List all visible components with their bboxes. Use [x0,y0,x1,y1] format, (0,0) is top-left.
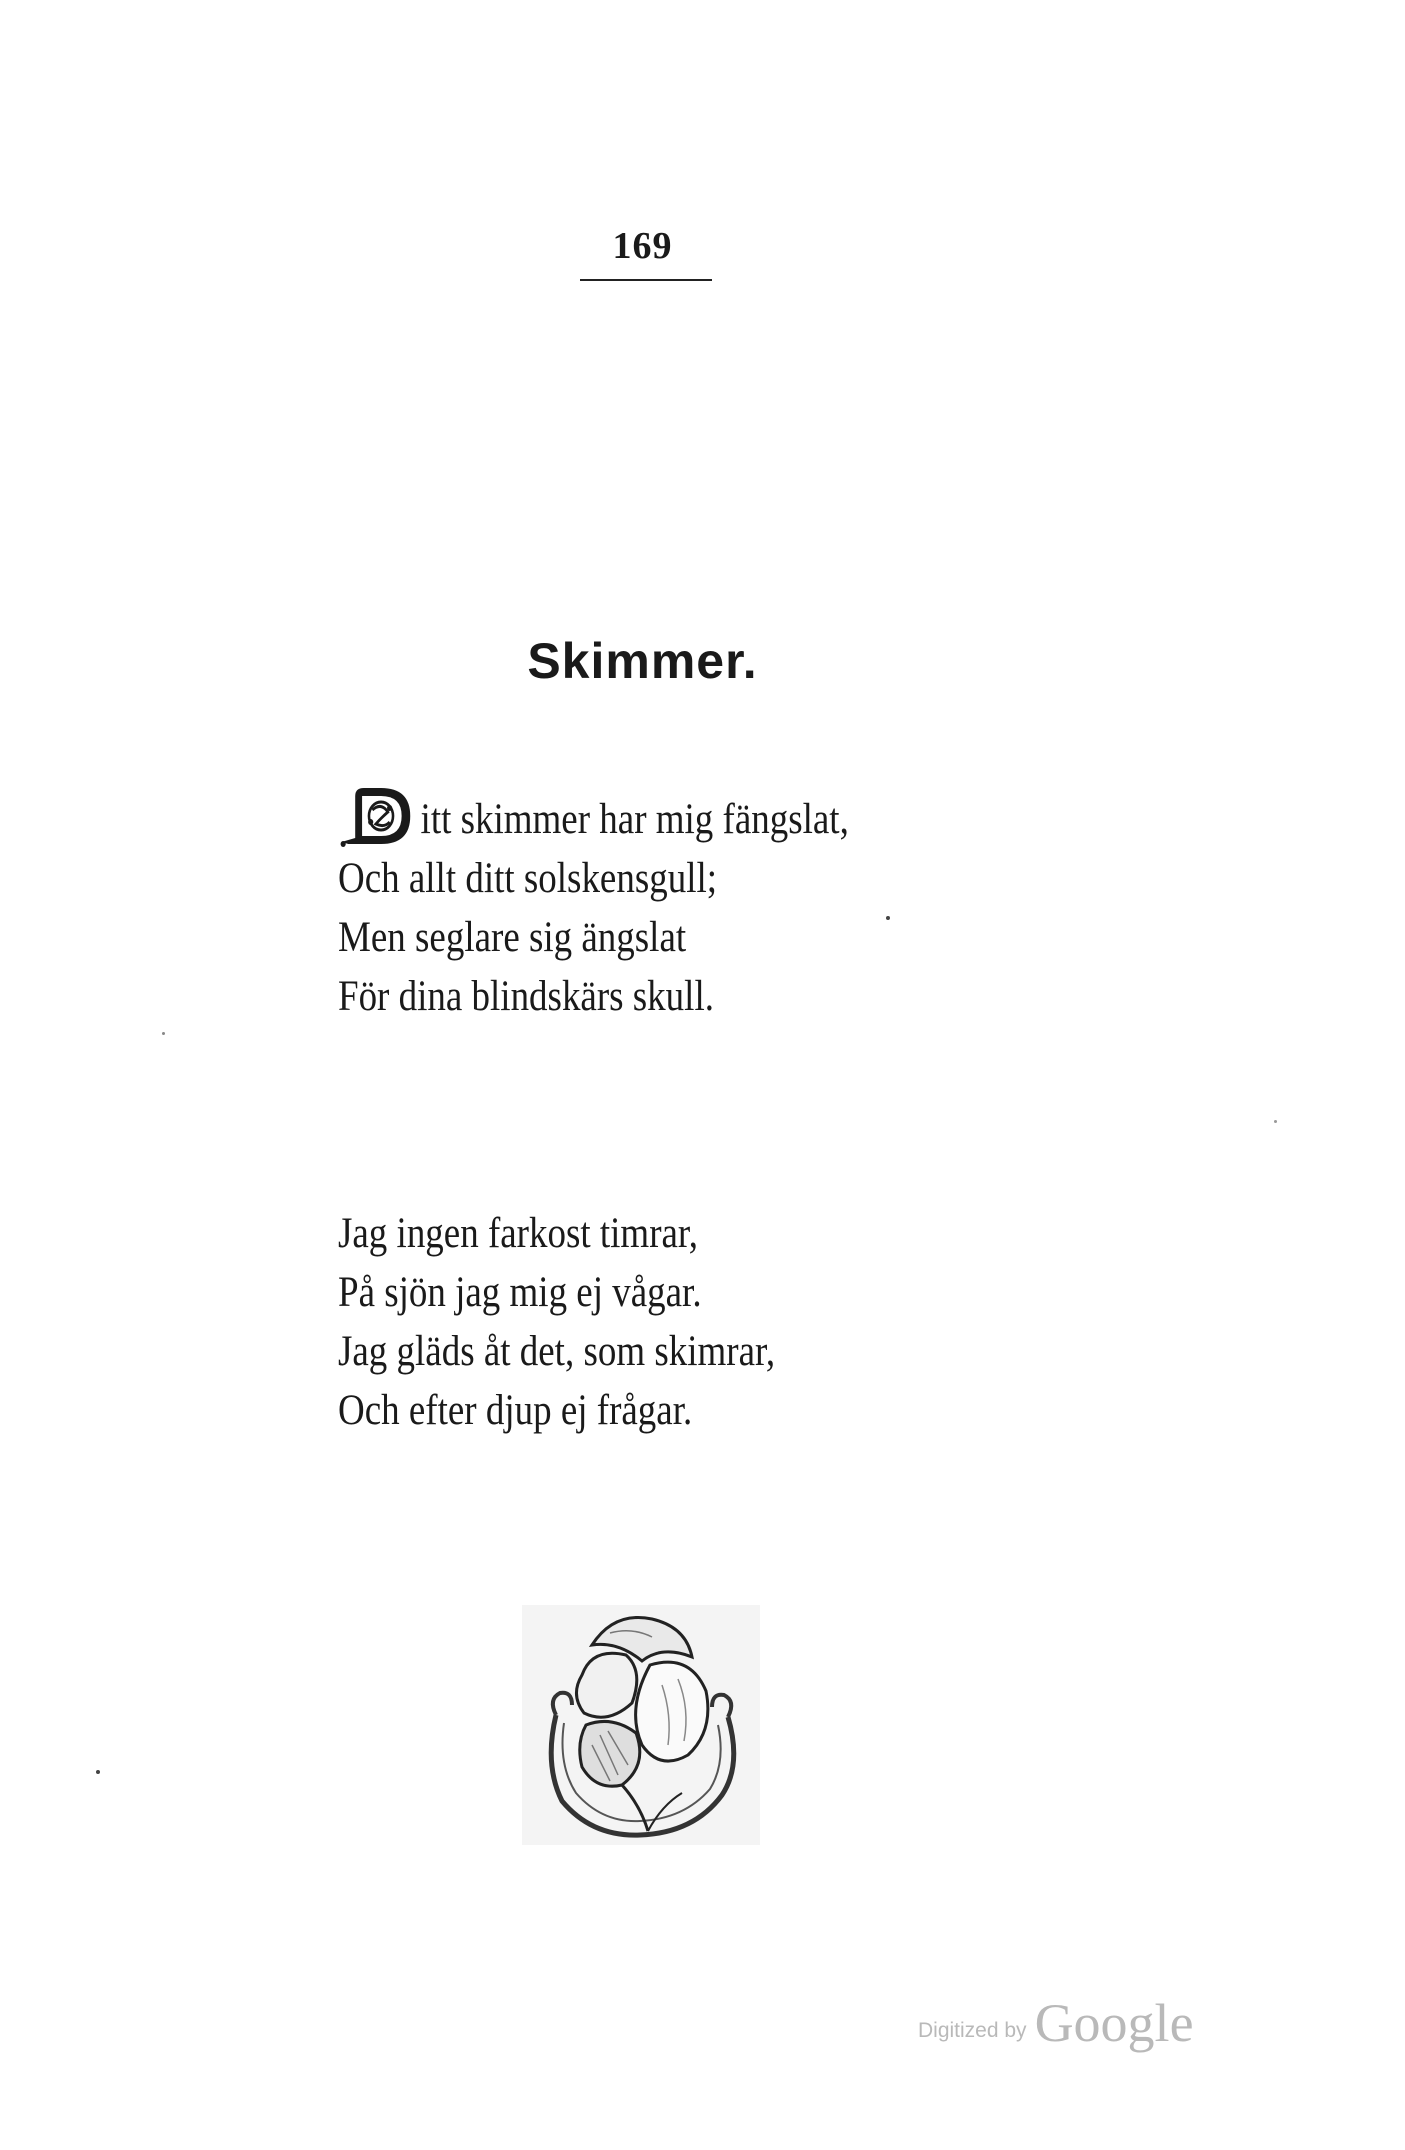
poem-stanza-2 [338,1204,775,1440]
poem-line-7: Jag gläds åt det, som skimrar, [338,1328,776,1375]
scan-speck [1274,1120,1277,1123]
flower-vignette-icon [522,1605,760,1845]
poem-line-2: Och allt ditt solskensgull; [338,855,718,902]
page-number: 169 [612,225,673,267]
poem-title: Skimmer. [527,633,758,689]
poem-line-1 [338,790,849,849]
watermark-prefix: Digitized by [918,2019,1027,2042]
poem-line-6: På sjön jag mig ej vågar. [338,1269,702,1316]
ornate-initial-d-icon [338,782,417,850]
poem-line-3: Men seglare sig ängslat [338,914,687,961]
scan-speck [96,1770,100,1774]
poem-line-5: Jag ingen farkost timrar, [338,1210,699,1257]
poem-line-4: För dina blindskärs skull. [338,973,714,1020]
poem-line-8: Och efter djup ej frågar. [338,1387,693,1434]
poem-line-text: itt skimmer har mig fängslat, [420,796,849,843]
google-logo-text: Google [1034,1993,1194,2053]
poem-stanza-1 [338,790,849,1026]
digitized-by-google-watermark [918,1992,1194,2054]
page-number-rule [580,279,712,281]
scan-speck [886,916,890,920]
scan-speck [162,1032,165,1035]
